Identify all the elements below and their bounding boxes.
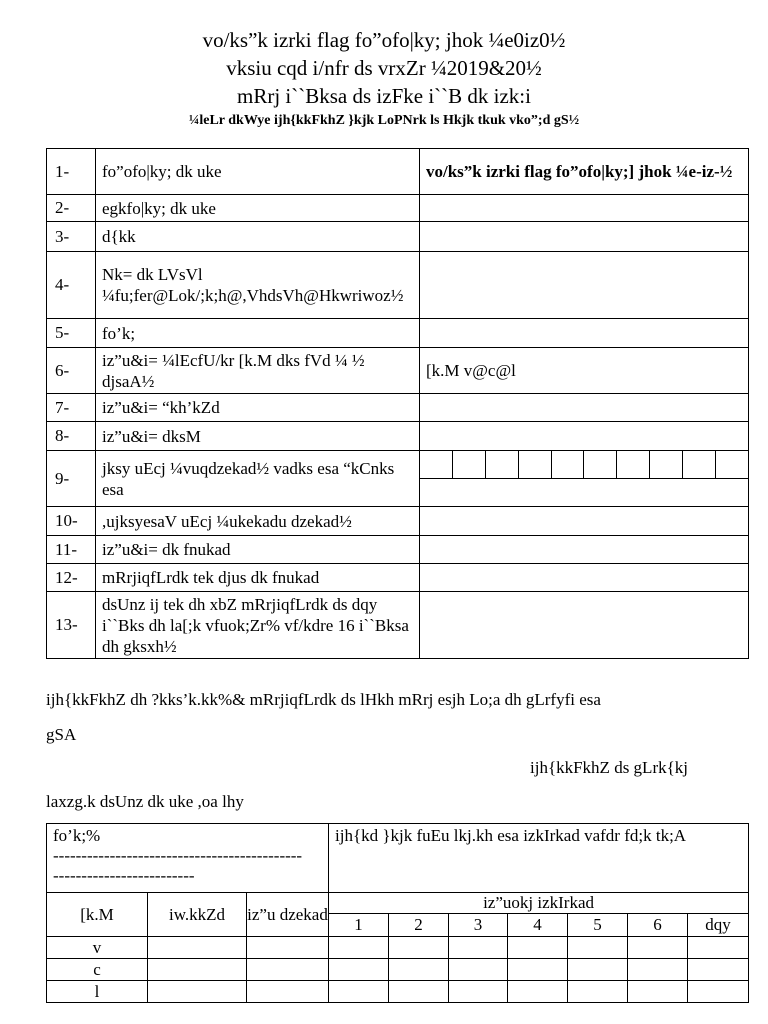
marks-column-header: 5 xyxy=(568,914,628,937)
row-label: mRrjiqfLrdk tek djus dk fnukad xyxy=(96,564,420,592)
marks-cell[interactable] xyxy=(628,959,688,981)
form-title: mRrj i``Bksa ds izFke i``B dk izk:i xyxy=(237,84,531,108)
marks-cell[interactable] xyxy=(568,959,628,981)
university-name-value: vo/ks”k izrki flag fo”ofo|ky;] jhok ¼e-iz-½ xyxy=(420,149,749,195)
table-row xyxy=(47,959,749,981)
marks-cell[interactable] xyxy=(247,959,329,981)
marks-table xyxy=(46,823,749,1003)
student-status-field[interactable] xyxy=(420,252,749,319)
row-label: d{kk xyxy=(96,222,420,252)
roll-digit-box[interactable] xyxy=(650,451,683,479)
paper-date-field[interactable] xyxy=(420,536,749,564)
row-number: 13- xyxy=(47,592,96,659)
marks-cell[interactable] xyxy=(389,959,449,981)
marks-cell[interactable] xyxy=(389,937,449,959)
row-number: 10- xyxy=(47,507,96,536)
table-row xyxy=(47,937,749,959)
row-number: 6- xyxy=(47,348,96,394)
section-value[interactable]: [k.M v@c@l xyxy=(420,348,749,394)
row-number: 8- xyxy=(47,422,96,451)
marks-cell[interactable] xyxy=(148,937,247,959)
marks-cell[interactable] xyxy=(508,981,568,1003)
table-row xyxy=(47,893,749,914)
marks-cell[interactable] xyxy=(568,981,628,1003)
section-name: c xyxy=(47,959,148,981)
paper-title-field[interactable] xyxy=(420,394,749,422)
scheme-title: vksiu cqd i/nfr ds vrxZr ¼2019&20½ xyxy=(226,56,542,80)
marks-cell[interactable] xyxy=(329,937,389,959)
marks-cell[interactable] xyxy=(148,981,247,1003)
row-number: 1- xyxy=(47,149,96,195)
row-number: 2- xyxy=(47,195,96,222)
table-row xyxy=(47,451,749,507)
roll-digit-box[interactable] xyxy=(486,451,519,479)
marks-cell[interactable] xyxy=(628,981,688,1003)
roll-digit-box[interactable] xyxy=(617,451,650,479)
row-number: 3- xyxy=(47,222,96,252)
marks-cell[interactable] xyxy=(148,959,247,981)
roll-digit-box[interactable] xyxy=(420,451,453,479)
marks-column-header: 4 xyxy=(508,914,568,937)
section-header: [k.M xyxy=(47,893,148,937)
college-name-field[interactable] xyxy=(420,195,749,222)
roll-number-field xyxy=(420,451,749,507)
row-number: 7- xyxy=(47,394,96,422)
row-label: iz”u&i= dk fnukad xyxy=(96,536,420,564)
paper-code-field[interactable] xyxy=(420,422,749,451)
class-field[interactable] xyxy=(420,222,749,252)
roll-digit-box[interactable] xyxy=(518,451,551,479)
total-marks-header: iw.kkZd xyxy=(148,893,247,937)
student-info-table xyxy=(46,148,749,659)
subject-label: fo’k;% xyxy=(53,826,101,845)
section-name: v xyxy=(47,937,148,959)
row-label: fo”ofo|ky; dk uke xyxy=(96,149,420,195)
table-row xyxy=(47,348,749,394)
enrollment-number-field[interactable] xyxy=(420,507,749,536)
section-name: l xyxy=(47,981,148,1003)
examiner-note: ijh{kd }kjk fuEu lkj.kh esa izkIrkad vafdr fd;k tk;A xyxy=(329,824,749,893)
roll-digit-box[interactable] xyxy=(584,451,617,479)
marks-cell[interactable] xyxy=(688,981,749,1003)
table-row xyxy=(47,981,749,1003)
table-row xyxy=(47,422,749,451)
roll-number-digits xyxy=(420,451,748,506)
marks-cell[interactable] xyxy=(329,981,389,1003)
marks-column-header: 6 xyxy=(628,914,688,937)
row-label: dsUnz ij tek dh xbZ mRrjiqfLrdk ds dqy i``Bks dh la[;k vfuok;Zr% vf/kdre 16 i``Bksa dh gksxh½ xyxy=(96,592,420,659)
question-number-header: iz”u dzekad xyxy=(247,893,329,937)
row-number: 11- xyxy=(47,536,96,564)
declaration-line-2: gSA xyxy=(46,725,77,744)
row-label: ,ujksyesaV uEcj ¼ukekadu dzekad½ xyxy=(96,507,420,536)
marks-cell[interactable] xyxy=(508,959,568,981)
page-header xyxy=(0,26,768,131)
table-row xyxy=(47,222,749,252)
subject-dash-line: ------------------------- xyxy=(53,866,195,885)
marks-cell[interactable] xyxy=(389,981,449,1003)
row-number: 5- xyxy=(47,319,96,348)
roll-digit-box[interactable] xyxy=(551,451,584,479)
subject-cell[interactable] xyxy=(47,824,329,893)
table-row xyxy=(47,319,749,348)
marks-cell[interactable] xyxy=(449,981,508,1003)
marks-cell[interactable] xyxy=(688,959,749,981)
row-number: 4- xyxy=(47,252,96,319)
row-number: 12- xyxy=(47,564,96,592)
row-label: egkfo|ky; dk uke xyxy=(96,195,420,222)
row-label: Nk= dk LVsVl ¼fu;fer@Lok/;k;h@,VhdsVh@Hkwriwoz½ xyxy=(96,252,420,319)
marks-column-header: dqy xyxy=(688,914,749,937)
marks-column-header: 3 xyxy=(449,914,508,937)
submission-date-field[interactable] xyxy=(420,564,749,592)
university-title: vo/ks”k izrki flag fo”ofo|ky; jhok ¼e0iz0½ xyxy=(202,28,566,52)
marks-cell[interactable] xyxy=(329,959,389,981)
marks-cell[interactable] xyxy=(508,937,568,959)
table-row xyxy=(47,149,749,195)
marks-column-header: 2 xyxy=(389,914,449,937)
table-row xyxy=(47,536,749,564)
table-row xyxy=(47,195,749,222)
signature-label: ijh{kkFkhZ ds gLrk{kj xyxy=(530,758,688,777)
table-row xyxy=(47,507,749,536)
roll-number-words-field[interactable] xyxy=(420,479,748,507)
marks-cell[interactable] xyxy=(449,937,508,959)
question-marks-header: iz”uokj izkIrkad xyxy=(329,893,749,914)
marks-cell[interactable] xyxy=(247,937,329,959)
collection-center-label: laxzg.k dsUnz dk uke ,oa lhy xyxy=(46,792,244,811)
row-label: fo’k; xyxy=(96,319,420,348)
subject-field[interactable] xyxy=(420,319,749,348)
table-row xyxy=(47,252,749,319)
row-label: iz”u&i= “kh’kZd xyxy=(96,394,420,422)
table-row xyxy=(47,564,749,592)
marks-cell[interactable] xyxy=(628,937,688,959)
form-instruction: ¼leLr dkWye ijh{kkFkhZ }kjk LoPNrk ls Hkjk tkuk vko”;d gS½ xyxy=(188,113,580,128)
subject-dash-line: -------------------------------------------- xyxy=(53,846,303,865)
roll-digit-box[interactable] xyxy=(453,451,486,479)
row-label: jksy uEcj ¼vuqdzekad½ vadks esa “kCnks esa xyxy=(96,451,420,507)
roll-digit-box[interactable] xyxy=(715,451,748,479)
row-label: iz”u&i= ¼lEcfU/kr [k.M dks fVd ¼ ½ djsaA½ xyxy=(96,348,420,394)
row-number: 9- xyxy=(47,451,96,507)
marks-column-header: 1 xyxy=(329,914,389,937)
marks-cell[interactable] xyxy=(568,937,628,959)
declaration-line-1: ijh{kkFkhZ dh ?kks’k.kk%& mRrjiqfLrdk ds lHkh mRrj esjh Lo;a dh gLrfyfi esa xyxy=(46,690,601,709)
table-row xyxy=(47,394,749,422)
marks-cell[interactable] xyxy=(688,937,749,959)
page-count-field[interactable] xyxy=(420,592,749,659)
marks-cell[interactable] xyxy=(247,981,329,1003)
marks-cell[interactable] xyxy=(449,959,508,981)
table-row xyxy=(47,824,749,893)
roll-digit-box[interactable] xyxy=(682,451,715,479)
row-label: iz”u&i= dksM xyxy=(96,422,420,451)
table-row xyxy=(47,592,749,659)
